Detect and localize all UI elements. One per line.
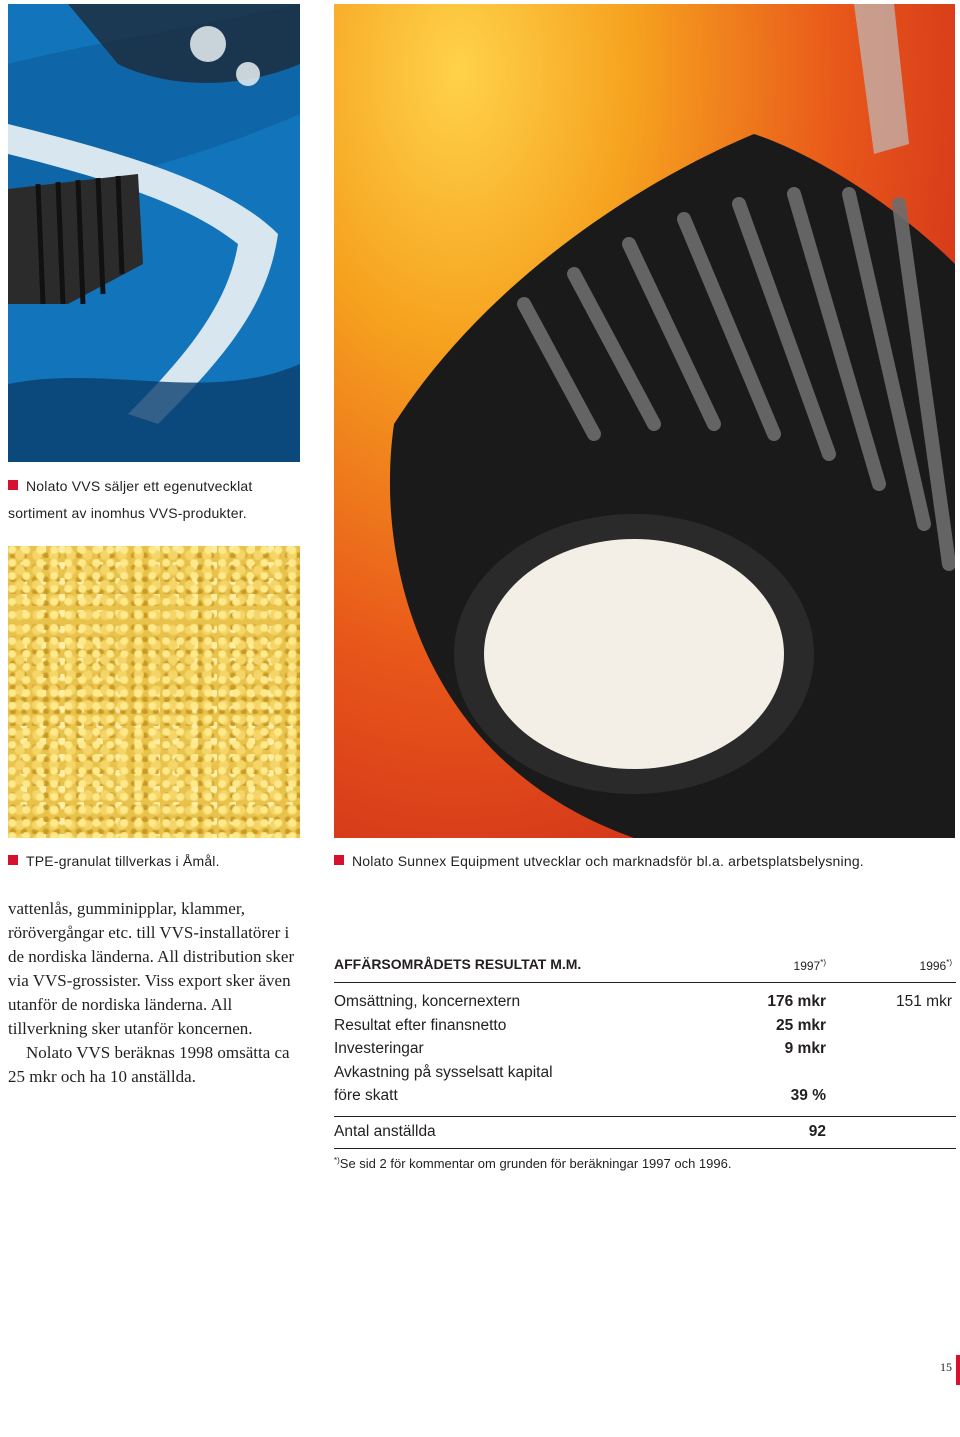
photo-vvs-products bbox=[8, 4, 300, 462]
table-row-staff bbox=[334, 1123, 956, 1147]
table-row bbox=[334, 993, 956, 1017]
table-row bbox=[334, 1040, 956, 1064]
table-row bbox=[334, 1064, 956, 1088]
caption-vvs-text: Nolato VVS säljer ett egenutvecklat sortiment av inomhus VVS-produkter. bbox=[8, 478, 253, 521]
body-paragraph-2: Nolato VVS beräknas 1998 omsätta ca 25 mkr och ha 10 anställda. bbox=[8, 1043, 290, 1086]
caption-lamp-text: Nolato Sunnex Equipment utvecklar och marknadsför bl.a. arbetsplatsbelysning. bbox=[352, 853, 864, 869]
table-footnote bbox=[334, 1156, 731, 1171]
photo-tpe-granulate bbox=[8, 546, 300, 838]
row-value-1997: 92 bbox=[808, 1122, 826, 1140]
table-header bbox=[334, 956, 956, 984]
row-label: Antal anställda bbox=[334, 1122, 436, 1140]
photo-work-lamp bbox=[334, 4, 955, 838]
row-label: Omsättning, koncernextern bbox=[334, 993, 521, 1010]
row-label: Investeringar bbox=[334, 1040, 424, 1057]
table-rule-bottom bbox=[334, 1148, 956, 1149]
row-label: före skatt bbox=[334, 1087, 398, 1104]
row-value-1996: 151 mkr bbox=[896, 993, 952, 1010]
caption-lamp bbox=[334, 848, 864, 875]
row-label: Resultat efter finansnetto bbox=[334, 1016, 507, 1034]
caption-tpe bbox=[8, 848, 220, 875]
row-label: Avkastning på sysselsatt kapital bbox=[334, 1063, 553, 1081]
row-value-1997: 25 mkr bbox=[776, 1016, 826, 1034]
caption-tpe-text: TPE-granulat tillverkas i Åmål. bbox=[26, 853, 220, 869]
column-1997: 1997*) bbox=[793, 958, 826, 973]
bullet-icon bbox=[334, 855, 344, 865]
table-row bbox=[334, 1087, 956, 1111]
bullet-icon bbox=[8, 855, 18, 865]
page-number: 15 bbox=[940, 1360, 952, 1374]
column-1996: 1996*) bbox=[919, 958, 952, 973]
table-title: AFFÄRSOMRÅDETS RESULTAT M.M. bbox=[334, 956, 582, 972]
photo-vvs-products-illustration bbox=[8, 4, 300, 462]
results-table bbox=[334, 956, 956, 1146]
caption-vvs bbox=[8, 473, 308, 527]
row-value-1997: 39 % bbox=[790, 1087, 826, 1104]
bullet-icon bbox=[8, 480, 18, 490]
page-number-bar bbox=[956, 1355, 960, 1385]
footnote-text: Se sid 2 för kommentar om grunden för beräkningar 1997 och 1996. bbox=[339, 1156, 732, 1171]
table-rule-middle bbox=[334, 1116, 956, 1117]
footnote-mark: *) bbox=[334, 1156, 340, 1165]
photo-work-lamp-illustration bbox=[334, 4, 955, 838]
row-value-1997: 9 mkr bbox=[784, 1040, 826, 1057]
row-value-1997: 176 mkr bbox=[767, 993, 826, 1010]
table-row bbox=[334, 1017, 956, 1041]
table-rule-top bbox=[334, 982, 956, 983]
body-paragraph-1: vattenlås, gumminipplar, klammer, rörövergångar etc. till VVS-installatörer i de nordiska länderna. All distribution sker via VVS-grossister. Viss export sker även utanför de nordiska länderna. All tillverkning sker utanför koncernen. bbox=[8, 899, 295, 1038]
body-text bbox=[8, 897, 308, 1089]
